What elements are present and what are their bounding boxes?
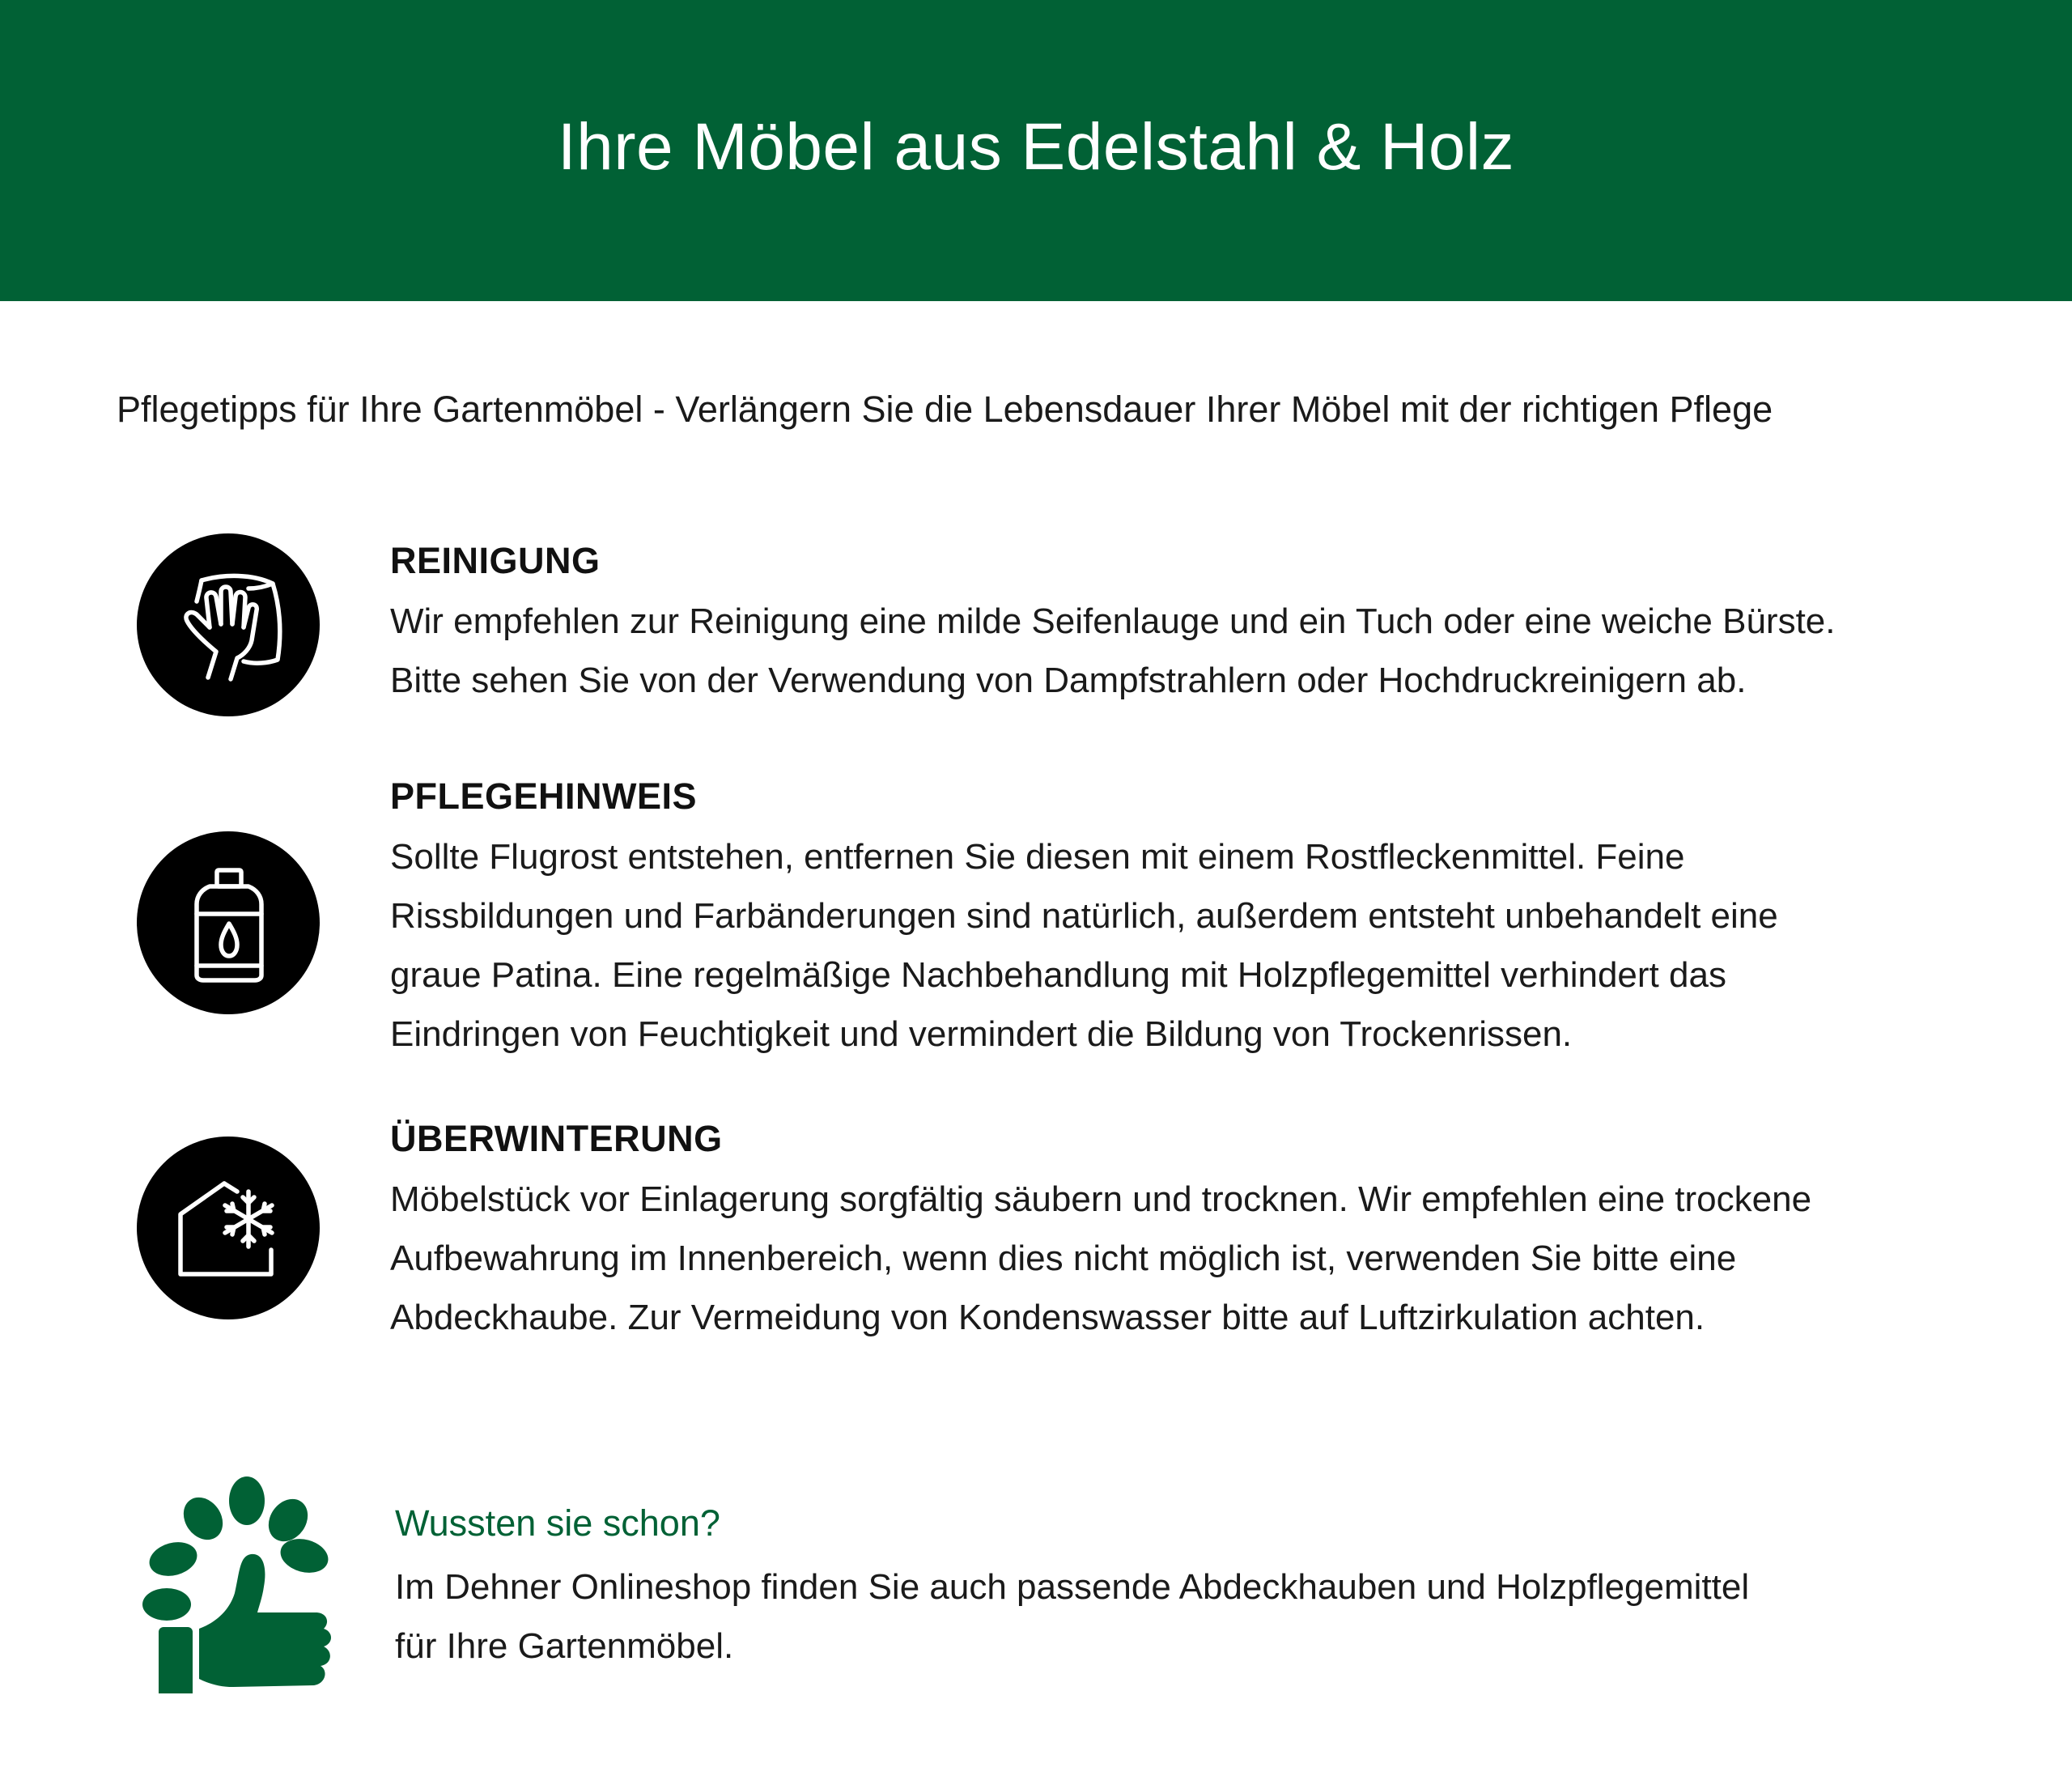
section-title: PFLEGEHINWEIS [390,775,698,817]
tip-body [395,1557,1749,1676]
section-title: REINIGUNG [390,540,601,581]
section-line: Sollte Flugrost entstehen, entfernen Sie diesen mit einem Rostfleckenmittel. Feine [390,837,1685,877]
intro-text: Pflegetipps für Ihre Gartenmöbel - Verlängern Sie die Lebensdauer Ihrer Möbel mit der richtigen Pflege [117,389,1773,430]
section-line: Bitte sehen Sie von der Verwendung von Dampfstrahlern oder Hochdruckreinigern ab. [390,661,1747,700]
tip-line: für Ihre Gartenmöbel. [395,1626,734,1666]
section-title: ÜBERWINTERUNG [390,1118,723,1159]
page-header [0,0,2072,301]
section-body [390,827,1968,1064]
section-line: Eindringen von Feuchtigkeit und vermindert die Bildung von Trockenrissen. [390,1014,1573,1054]
section-line: Wir empfehlen zur Reinigung eine milde Seifenlauge und ein Tuch oder eine weiche Bürste. [390,601,1836,641]
section-line: Rissbildungen und Farbänderungen sind natürlich, außerdem entsteht unbehandelt eine [390,896,1778,936]
section-line: graue Patina. Eine regelmäßige Nachbehandlung mit Holzpflegemittel verhindert das [390,955,1726,995]
care-bottle-icon [137,831,320,1014]
section-line: Abdeckhaube. Zur Vermeidung von Kondenswasser bitte auf Luftzirkulation achten. [390,1298,1705,1337]
section-line: Aufbewahrung im Innenbereich, wenn dies nicht möglich ist, verwenden Sie bitte eine [390,1239,1737,1278]
section-line: Möbelstück vor Einlagerung sorgfältig säubern und trocknen. Wir empfehlen eine trockene [390,1179,1812,1219]
section-body [390,1170,1968,1347]
tip-line: Im Dehner Onlineshop finden Sie auch passende Abdeckhauben und Holzpflegemittel [395,1567,1750,1607]
cleaning-cloth-hand-icon [137,533,320,716]
page-title: Ihre Möbel aus Edelstahl & Holz [557,110,1515,184]
section-body [390,592,1968,710]
tip-title: Wussten sie schon? [395,1502,720,1544]
thumbs-up-tree-icon [136,1467,338,1697]
house-snowflake-icon [137,1137,320,1319]
